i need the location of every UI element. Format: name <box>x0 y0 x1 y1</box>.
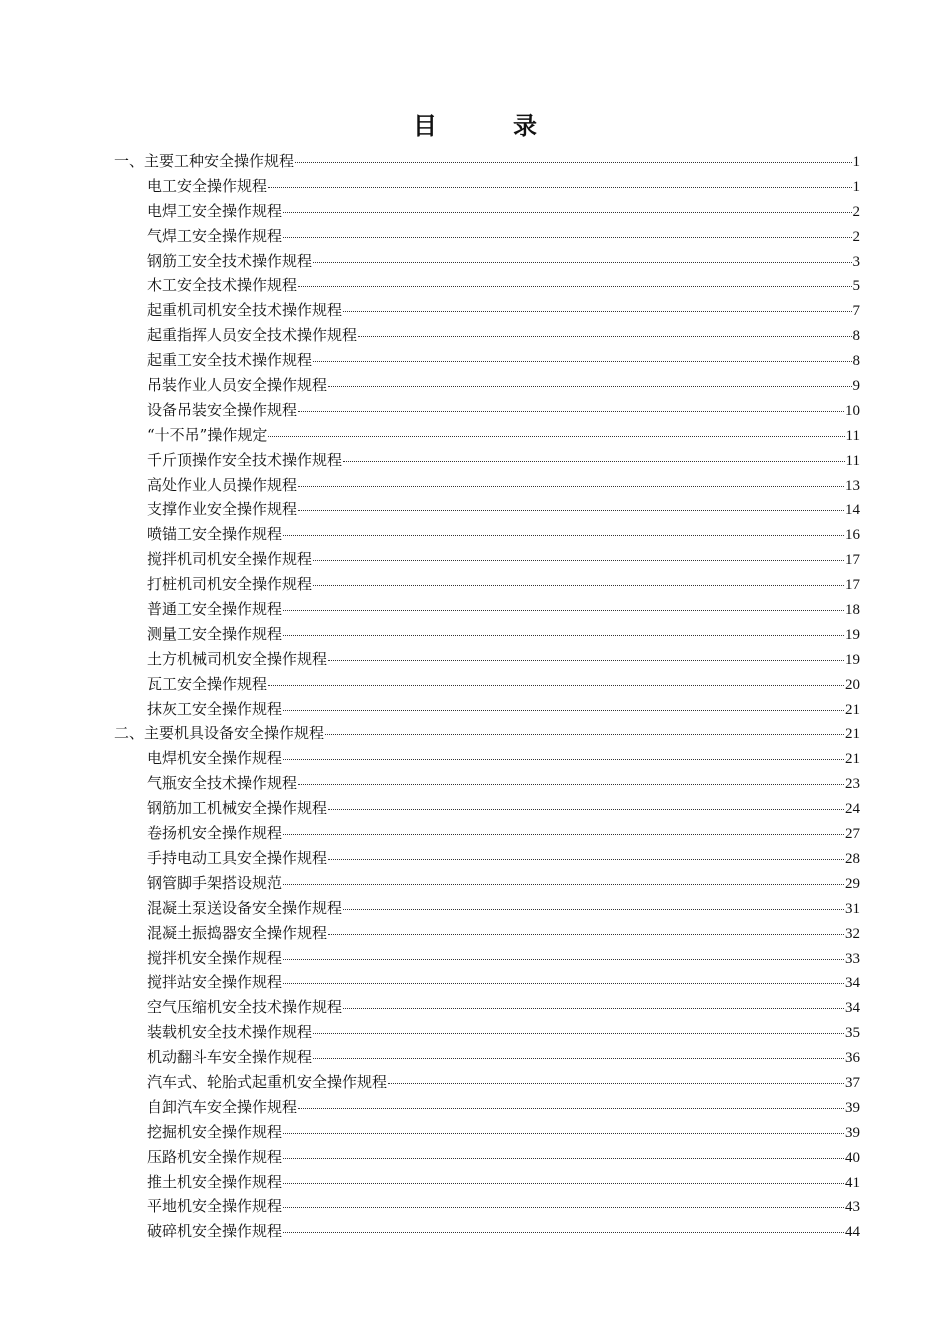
toc-entry[interactable] <box>114 647 860 672</box>
toc-entry-label: 混凝土泵送设备安全操作规程 <box>147 898 343 917</box>
toc-entry-page-number: 19 <box>845 626 860 643</box>
toc-entry-label: 挖掘机安全操作规程 <box>147 1122 283 1141</box>
toc-entry-label: 起重工安全技术操作规程 <box>147 351 313 370</box>
dot-leader <box>298 411 844 412</box>
toc-entry-label: 平地机安全操作规程 <box>147 1197 283 1216</box>
toc-entry[interactable] <box>114 572 860 597</box>
toc-entry-label: 装载机安全技术操作规程 <box>147 1023 313 1042</box>
dot-leader <box>388 1083 844 1084</box>
toc-entry-label: 测量工安全操作规程 <box>147 624 283 643</box>
toc-entry[interactable] <box>114 273 860 298</box>
toc-entry-label: “十不吊”操作规定 <box>147 425 268 444</box>
toc-entry[interactable] <box>114 697 860 722</box>
toc-entry-page-number: 21 <box>845 751 860 768</box>
dot-leader <box>283 237 851 238</box>
toc-entry-page-number: 2 <box>852 203 860 220</box>
toc-entry[interactable] <box>114 672 860 697</box>
toc-entry[interactable] <box>114 1020 860 1045</box>
toc-entry-page-number: 3 <box>852 253 860 270</box>
dot-leader <box>283 834 844 835</box>
dot-leader <box>283 884 844 885</box>
toc-entry-page-number: 36 <box>845 1050 860 1067</box>
toc-entry-page-number: 23 <box>845 776 860 793</box>
toc-entry-label: 混凝土振捣器安全操作规程 <box>147 923 328 942</box>
toc-entry-page-number: 20 <box>845 676 860 693</box>
toc-entry[interactable] <box>114 771 860 796</box>
toc-entry-label: 搅拌机安全操作规程 <box>147 948 283 967</box>
toc-entry-page-number: 24 <box>845 801 860 818</box>
dot-leader <box>343 461 845 462</box>
dot-leader <box>283 710 844 711</box>
toc-entry-page-number: 35 <box>845 1025 860 1042</box>
toc-entry[interactable] <box>114 323 860 348</box>
toc-entry[interactable] <box>114 597 860 622</box>
toc-entry[interactable] <box>114 1070 860 1095</box>
toc-entry-label: 气瓶安全技术操作规程 <box>147 774 298 793</box>
dot-leader <box>328 386 851 387</box>
dot-leader <box>283 1158 844 1159</box>
toc-entry-page-number: 11 <box>845 427 860 444</box>
toc-entry-page-number: 14 <box>845 502 860 519</box>
dot-leader <box>313 1058 844 1059</box>
toc-entry-label: 汽车式、轮胎式起重机安全操作规程 <box>147 1072 388 1091</box>
toc-entry-label: 瓦工安全操作规程 <box>147 674 268 693</box>
dot-leader <box>313 1033 844 1034</box>
toc-entry[interactable] <box>114 398 860 423</box>
toc-entry-page-number: 16 <box>845 527 860 544</box>
toc-entry[interactable] <box>114 1219 860 1244</box>
dot-leader <box>313 560 844 561</box>
toc-entry-page-number: 1 <box>852 154 860 170</box>
dot-leader <box>283 983 844 984</box>
toc-entry-label: 千斤顶操作安全技术操作规程 <box>147 450 343 469</box>
toc-entry-page-number: 8 <box>852 353 860 370</box>
dot-leader <box>283 635 844 636</box>
dot-leader <box>328 859 844 860</box>
dot-leader <box>328 934 844 935</box>
dot-leader <box>343 311 851 312</box>
toc-entry-label: 土方机械司机安全操作规程 <box>147 649 328 668</box>
toc-entry-label: 电焊工安全操作规程 <box>147 201 283 220</box>
dot-leader <box>313 585 844 586</box>
dot-leader <box>298 510 844 511</box>
toc-entry-page-number: 33 <box>845 950 860 967</box>
toc-entry-label: 吊装作业人员安全操作规程 <box>147 376 328 395</box>
toc-entry-label: 搅拌机司机安全操作规程 <box>147 550 313 569</box>
toc-entry-label: 起重机司机安全技术操作规程 <box>147 301 343 320</box>
toc-entry-page-number: 28 <box>845 850 860 867</box>
toc-entry[interactable] <box>114 622 860 647</box>
toc-entry[interactable] <box>114 1120 860 1145</box>
toc-entry-label: 打桩机司机安全操作规程 <box>147 575 313 594</box>
toc-entry-label: 普通工安全操作规程 <box>147 600 283 619</box>
toc-entry-label: 压路机安全操作规程 <box>147 1147 283 1166</box>
dot-leader <box>313 262 851 263</box>
dot-leader <box>295 162 851 163</box>
toc-entry[interactable] <box>114 796 860 821</box>
toc-entry-label: 气焊工安全操作规程 <box>147 226 283 245</box>
toc-entry[interactable] <box>114 871 860 896</box>
toc-entry[interactable] <box>114 1095 860 1120</box>
toc-entry[interactable] <box>114 1194 860 1219</box>
toc-entry-label: 喷锚工安全操作规程 <box>147 525 283 544</box>
dot-leader <box>358 336 851 337</box>
toc-entry-page-number: 41 <box>845 1174 860 1191</box>
dot-leader <box>268 187 851 188</box>
toc-entry[interactable] <box>114 522 860 547</box>
toc-entry[interactable] <box>114 497 860 522</box>
dot-leader <box>268 436 844 437</box>
toc-entry[interactable] <box>114 199 860 224</box>
dot-leader <box>283 959 844 960</box>
toc-entry[interactable] <box>114 423 860 448</box>
dot-leader <box>343 1008 844 1009</box>
dot-leader <box>283 759 844 760</box>
toc-entry-page-number: 7 <box>852 303 860 320</box>
dot-leader <box>298 784 844 785</box>
toc-section-entry[interactable] <box>114 149 860 174</box>
dot-leader <box>343 909 844 910</box>
toc-entry[interactable] <box>114 373 860 398</box>
toc-entry-label: 卷扬机安全操作规程 <box>147 824 283 843</box>
toc-entry-label: 空气压缩机安全技术操作规程 <box>147 998 343 1017</box>
toc-entry-page-number: 10 <box>845 402 860 419</box>
toc-entry-page-number: 2 <box>852 228 860 245</box>
toc-entry[interactable] <box>114 746 860 771</box>
toc-entry-page-number: 13 <box>845 477 860 494</box>
toc-entry-page-number: 21 <box>845 701 860 718</box>
toc-entry-page-number: 9 <box>852 378 860 395</box>
toc-entry[interactable] <box>114 224 860 249</box>
dot-leader <box>283 1207 844 1208</box>
toc-entry[interactable] <box>114 547 860 572</box>
toc-entry[interactable] <box>114 821 860 846</box>
dot-leader <box>313 361 851 362</box>
toc-entry-label: 支撑作业安全操作规程 <box>147 500 298 519</box>
toc-entry-page-number: 29 <box>845 875 860 892</box>
toc-entry-label: 一、主要工种安全操作规程 <box>114 152 295 170</box>
toc-entry-page-number: 18 <box>845 602 860 619</box>
dot-leader <box>268 685 844 686</box>
toc-entry-page-number: 34 <box>845 975 860 992</box>
toc-entry-page-number: 43 <box>845 1199 860 1216</box>
toc-entry-page-number: 37 <box>845 1074 860 1091</box>
toc-entry-page-number: 31 <box>845 900 860 917</box>
toc-entry-page-number: 17 <box>845 577 860 594</box>
page-title: 目 录 <box>413 112 563 140</box>
toc-entry[interactable] <box>114 846 860 871</box>
toc-entry-label: 钢筋工安全技术操作规程 <box>147 251 313 270</box>
toc-entry-label: 手持电动工具安全操作规程 <box>147 848 328 867</box>
toc-entry-label: 抹灰工安全操作规程 <box>147 699 283 718</box>
dot-leader <box>283 212 851 213</box>
toc-entry-page-number: 8 <box>852 328 860 345</box>
toc-entry-page-number: 11 <box>845 452 860 469</box>
dot-leader <box>283 1133 844 1134</box>
toc-entry[interactable] <box>114 921 860 946</box>
toc-entry[interactable] <box>114 1145 860 1170</box>
toc-entry-page-number: 19 <box>845 651 860 668</box>
toc-entry[interactable] <box>114 1170 860 1195</box>
toc-entry-label: 破碎机安全操作规程 <box>147 1222 283 1241</box>
toc-entry-page-number: 44 <box>845 1224 860 1241</box>
toc-entry-label: 起重指挥人员安全技术操作规程 <box>147 326 358 345</box>
toc-entry-label: 电焊机安全操作规程 <box>147 749 283 768</box>
toc-entry-label: 搅拌站安全操作规程 <box>147 973 283 992</box>
toc-entry[interactable] <box>114 249 860 274</box>
dot-leader <box>328 809 844 810</box>
toc-entry-page-number: 40 <box>845 1149 860 1166</box>
toc-entry[interactable] <box>114 473 860 498</box>
dot-leader <box>283 535 844 536</box>
dot-leader <box>283 1232 844 1233</box>
toc-entry[interactable] <box>114 174 860 199</box>
toc-entry-label: 推土机安全操作规程 <box>147 1172 283 1191</box>
toc-entry[interactable] <box>114 348 860 373</box>
toc-entry-label: 钢筋加工机械安全操作规程 <box>147 799 328 818</box>
toc-section-entry[interactable] <box>114 721 860 746</box>
toc-entry-label: 钢管脚手架搭设规范 <box>147 873 283 892</box>
toc-entry-label: 高处作业人员操作规程 <box>147 475 298 494</box>
toc-entry-page-number: 17 <box>845 552 860 569</box>
toc-entry-label: 设备吊装安全操作规程 <box>147 400 298 419</box>
dot-leader <box>298 486 844 487</box>
toc-entry-label: 自卸汽车安全操作规程 <box>147 1097 298 1116</box>
toc-entry-page-number: 32 <box>845 925 860 942</box>
toc-entry[interactable] <box>114 946 860 971</box>
toc-entry-page-number: 5 <box>852 278 860 295</box>
dot-leader <box>298 1108 844 1109</box>
toc-entry-page-number: 21 <box>845 726 860 743</box>
toc-list <box>114 149 860 1244</box>
toc-entry[interactable] <box>114 896 860 921</box>
dot-leader <box>283 610 844 611</box>
toc-entry[interactable] <box>114 448 860 473</box>
toc-entry[interactable] <box>114 995 860 1020</box>
toc-entry-label: 木工安全技术操作规程 <box>147 276 298 295</box>
toc-entry-label: 二、主要机具设备安全操作规程 <box>114 724 325 743</box>
toc-entry-label: 机动翻斗车安全操作规程 <box>147 1048 313 1067</box>
dot-leader <box>328 660 844 661</box>
toc-entry[interactable] <box>114 970 860 995</box>
dot-leader <box>325 734 844 735</box>
toc-entry[interactable] <box>114 298 860 323</box>
toc-entry-page-number: 27 <box>845 826 860 843</box>
toc-entry-label: 电工安全操作规程 <box>147 176 268 195</box>
toc-entry-page-number: 39 <box>845 1124 860 1141</box>
toc-entry-page-number: 39 <box>845 1099 860 1116</box>
toc-entry-page-number: 1 <box>852 178 860 195</box>
toc-entry[interactable] <box>114 1045 860 1070</box>
dot-leader <box>283 1183 844 1184</box>
toc-entry-page-number: 34 <box>845 1000 860 1017</box>
dot-leader <box>298 286 851 287</box>
